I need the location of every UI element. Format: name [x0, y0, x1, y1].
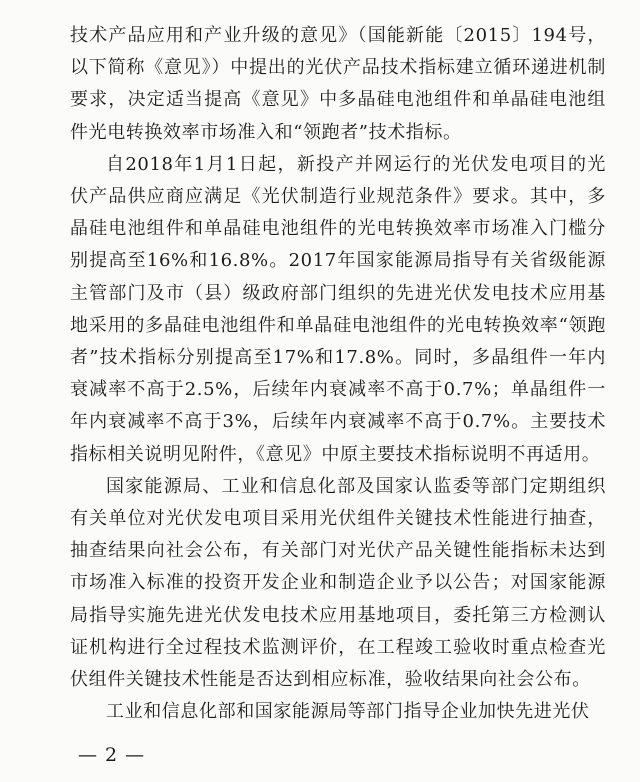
document-body — [70, 20, 606, 728]
paragraph-guidance: 工业和信息化部和国家能源局等部门指导企业加快先进光伏 — [106, 701, 590, 723]
page-number: — 2 — — [78, 744, 146, 766]
paragraph-inspection: 国家能源局、工业和信息化部及国家认监委等部门定期组织有关单位对光伏发电项目采用光伏组件关键技术性能进行抽查，抽查结果向社会公布，有关部门对光伏产品关键性能指标未达到市场准入标准的投资开发企业和制造企业予以公告；对国家能源局指导实施先进光伏发电技术应用基地项目，委托第三方检测认证机构进行全过程技术监测评价，在工程竣工验收时重点检查光伏组件关键技术性能是否达到相应标准，验收结果向社会公布。 — [70, 475, 606, 691]
paragraph-continuation: 技术产品应用和产业升级的意见》（国能新能〔2015〕194号，以下简称《意见》）中提出的光伏产品技术指标建立循环递进机制要求，决定适当提高《意见》中多晶硅电池组件和单晶硅电池组件光电转换效率市场准入和“领跑者”技术指标。 — [70, 25, 606, 143]
paragraph-effective-date: 自2018年1月1日起，新投产并网运行的光伏发电项目的光伏产品供应商应满足《光伏制造行业规范条件》要求。其中，多晶硅电池组件和单晶硅电池组件的光电转换效率市场准入门槛分别提高至16%和16.8%。2017年国家能源局指导有关省级能源主管部门及市（县）级政府部门组织的先进光伏发电技术应用基地采用的多晶硅电池组件和单晶硅电池组件的光电转换效率“领跑者”技术指标分别提高至17%和17.8%。同时，多晶组件一年内衰减率不高于2.5%，后续年内衰减率不高于0.7%；单晶组件一年内衰减率不高于3%，后续年内衰减率不高于0.7%。主要技术指标相关说明见附件，《意见》中原主要技术指标说明不再适用。 — [70, 153, 606, 465]
